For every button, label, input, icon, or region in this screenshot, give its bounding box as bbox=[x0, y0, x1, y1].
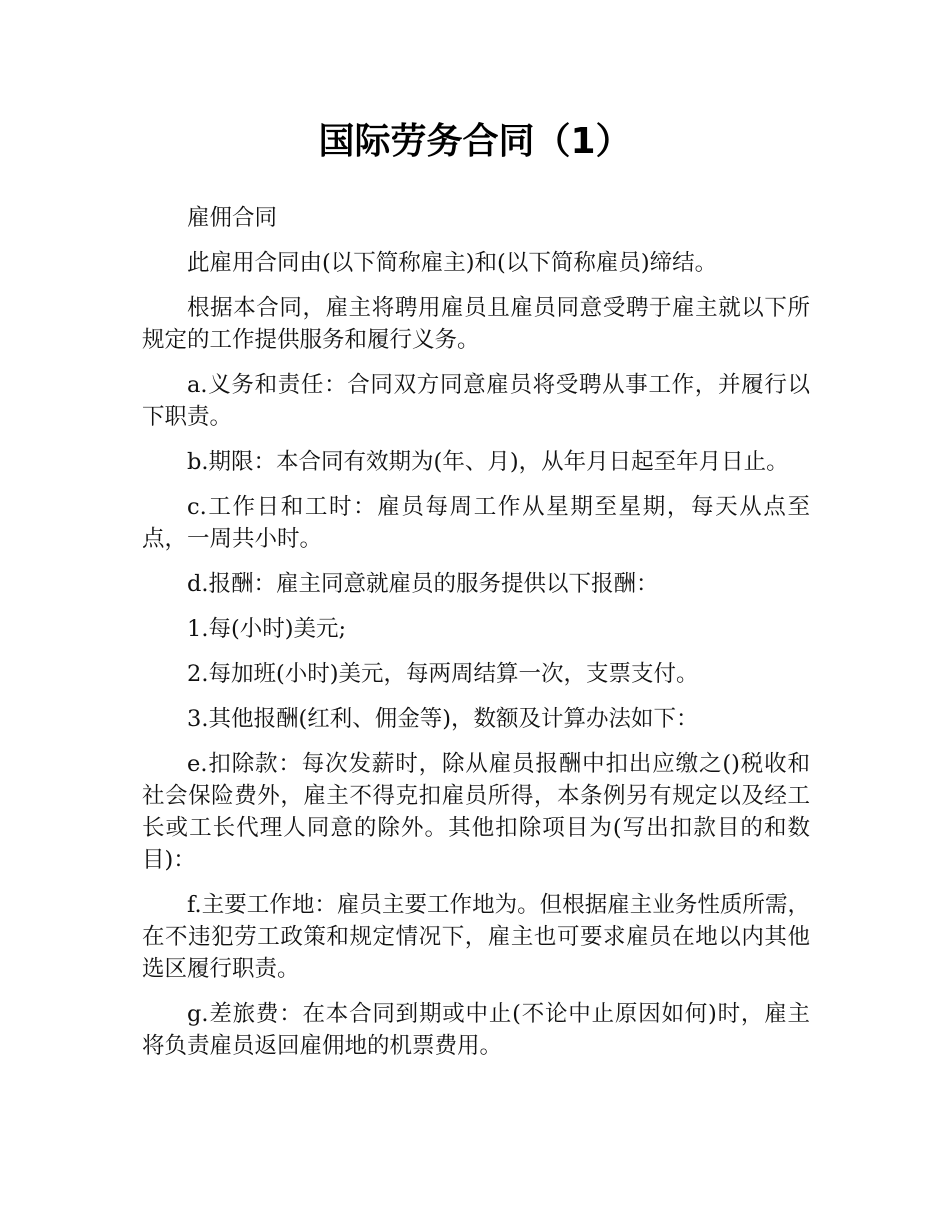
paragraph-clause-e-deductions: e.扣除款：每次发薪时，除从雇员报酬中扣出应缴之()税收和社会保险费外，雇主不得克扣雇员所得，本条例另有规定以及经工长或工长代理人同意的除外。其他扣除项目为(写出扣款目的和数目)： bbox=[142, 751, 810, 873]
paragraph-parties: 此雇用合同由(以下简称雇主)和(以下简称雇员)缔结。 bbox=[187, 250, 718, 276]
paragraph-contract-heading: 雇佣合同 bbox=[187, 205, 278, 231]
paragraph-clause-c-hours: c.工作日和工时：雇员每周工作从星期至星期，每天从点至点，一周共小时。 bbox=[142, 494, 810, 552]
paragraph-clause-b-term: b.期限：本合同有效期为(年、月)，从年月日起至年月日止。 bbox=[187, 449, 789, 475]
paragraph-clause-f-workplace: f.主要工作地：雇员主要工作地为。但根据雇主业务性质所需，在不违犯劳工政策和规定情况下，雇主也可要求雇员在地以内其他选区履行职责。 bbox=[142, 892, 810, 982]
paragraph-agreement: 根据本合同，雇主将聘用雇员且雇员同意受聘于雇主就以下所规定的工作提供服务和履行义务。 bbox=[142, 295, 810, 353]
paragraph-pay-item-3: 3.其他报酬(红利、佣金等)，数额及计算办法如下： bbox=[187, 706, 699, 732]
paragraph-clause-a-duties: a.义务和责任：合同双方同意雇员将受聘从事工作，并履行以下职责。 bbox=[142, 372, 810, 430]
paragraph-clause-g-travel: g.差旅费：在本合同到期或中止(不论中止原因如何)时，雇主将负责雇员返回雇佣地的机票费用。 bbox=[142, 1001, 810, 1059]
paragraph-pay-item-1: 1.每(小时)美元; bbox=[187, 616, 347, 642]
document-body bbox=[142, 202, 810, 1075]
paragraph-pay-item-2: 2.每加班(小时)美元，每两周结算一次，支票支付。 bbox=[187, 661, 699, 687]
paragraph-clause-d-pay: d.报酬：雇主同意就雇员的服务提供以下报酬： bbox=[187, 571, 659, 597]
document-title: 国际劳务合同（1） bbox=[318, 121, 632, 162]
